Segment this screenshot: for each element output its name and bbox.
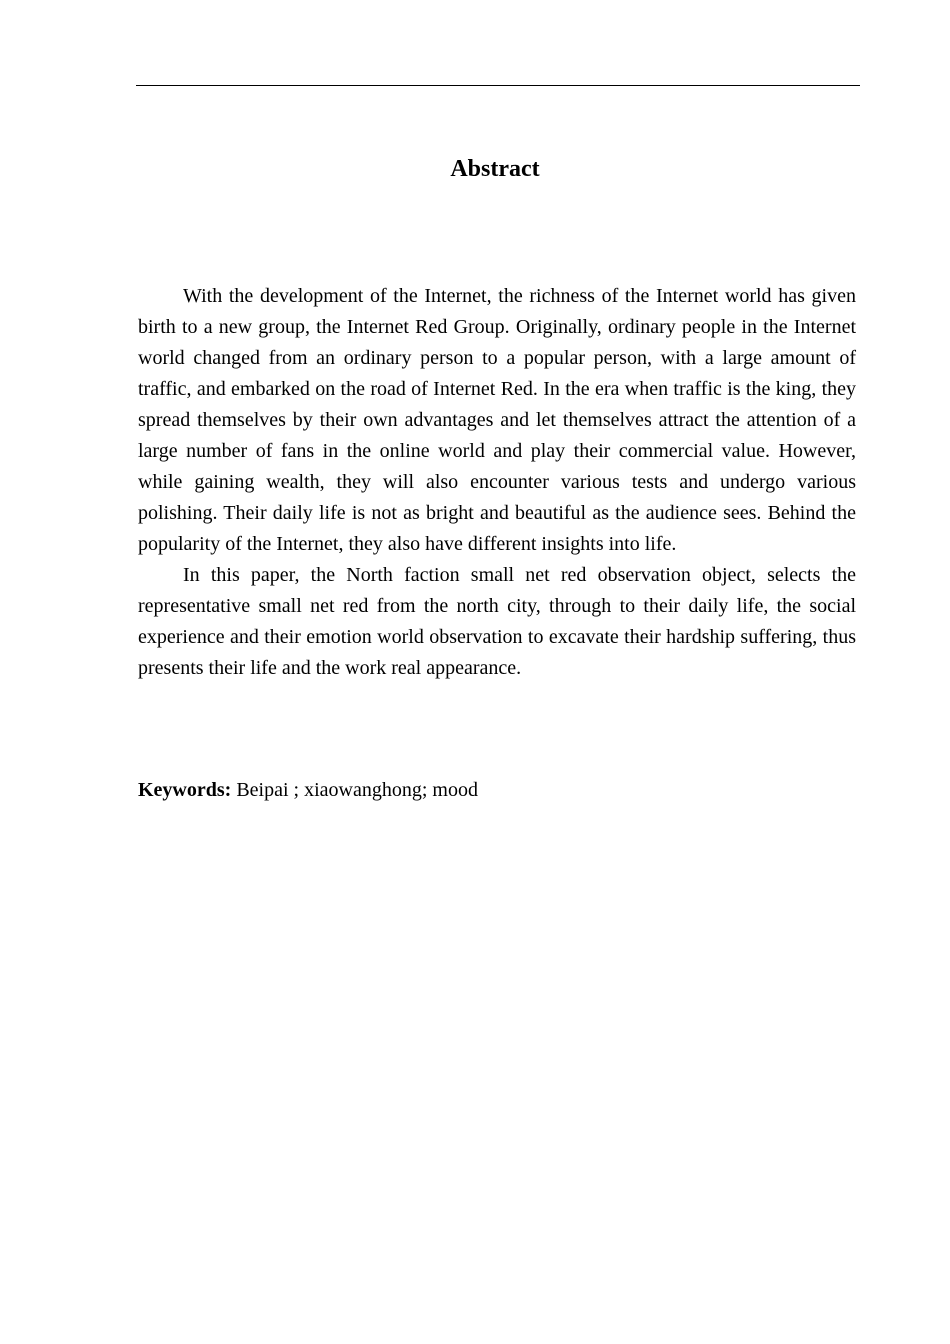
keywords-line [138,775,856,806]
abstract-paragraph-1: With the development of the Internet, the richness of the Internet world has given birth to a new group, the Internet Red Group. Originally, ordinary people in the Internet world changed from an ordinary person to a popular person, with a large amount of traffic, and embarked on the road of Internet Red. In the era when traffic is the king, they spread themselves by their own advantages and let themselves attract the attention of a large number of fans in the online world and play their commercial value. However, while gaining wealth, they will also encounter various tests and undergo various polishing. Their daily life is not as bright and beautiful as the audience sees. Behind the popularity of the Internet, they also have different insights into life. [138,285,856,555]
abstract-body [138,281,856,684]
keywords-value: Beipai ; xiaowanghong; mood [231,779,478,801]
page-title: Abstract [450,156,540,182]
header-rule [136,85,860,86]
keywords-label: Keywords: [138,779,232,801]
abstract-paragraph-2: In this paper, the North faction small net red observation object, selects the representative small net red from the north city, through to their daily life, the social experience and their emotion world observation to excavate their hardship suffering, thus presents their life and the work real appearance. [138,564,856,679]
